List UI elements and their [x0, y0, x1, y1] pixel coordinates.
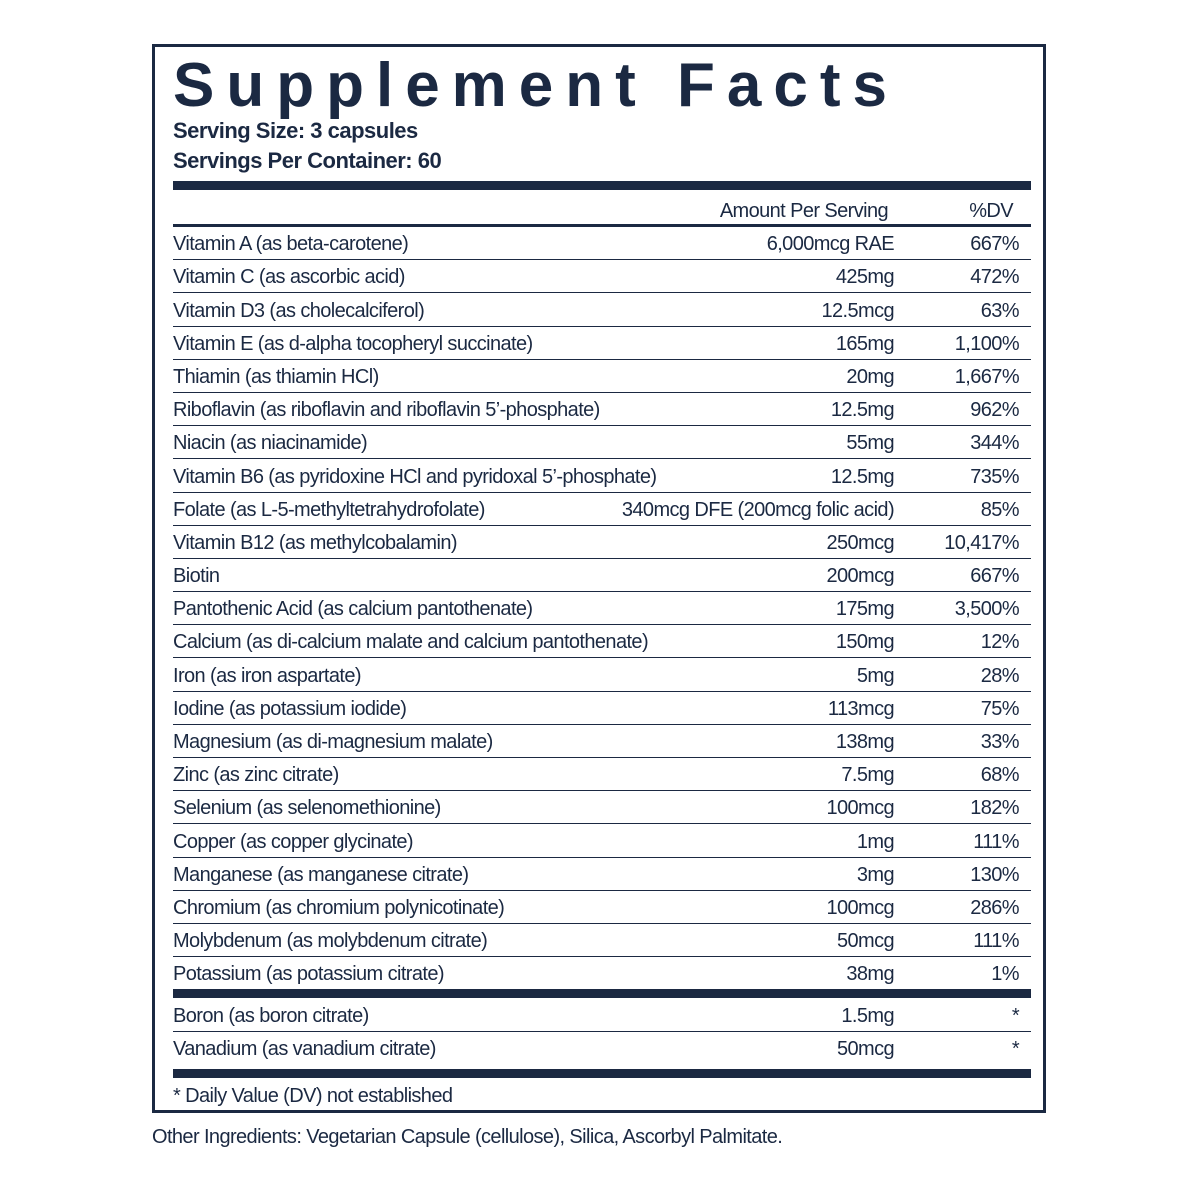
nutrient-amount: 165mg [835, 332, 894, 355]
column-header-dv: %DV [969, 200, 1013, 222]
nutrient-dv: 3,500% [954, 598, 1019, 621]
nutrient-row [173, 791, 1031, 824]
nutrient-name: Iodine (as potassium iodide) [173, 697, 407, 720]
nutrient-row [173, 924, 1031, 957]
column-header-amount: Amount Per Serving [719, 200, 888, 222]
nutrient-amount: 12.5mg [830, 399, 894, 422]
nutrient-dv: 962% [970, 399, 1019, 422]
nutrient-name: Selenium (as selenomethionine) [173, 797, 441, 820]
nutrient-row [173, 758, 1031, 791]
nutrient-dv: 28% [980, 664, 1019, 687]
nutrient-dv: 344% [970, 432, 1019, 455]
nutrient-row [173, 493, 1031, 526]
nutrient-amount: 425mg [835, 266, 894, 289]
nutrient-dv: 667% [970, 565, 1019, 588]
supplement-facts-panel [152, 44, 1046, 1113]
dv-footnote: * Daily Value (DV) not established [173, 1085, 453, 1107]
nutrient-amount: 340mcg DFE (200mcg folic acid) [621, 498, 894, 521]
nutrient-amount: 20mg [846, 365, 894, 388]
panel-title: Supplement Facts [173, 51, 899, 120]
nutrient-row [173, 1032, 1031, 1064]
nutrient-dv: 130% [970, 863, 1019, 886]
nutrient-row [173, 293, 1031, 326]
nutrient-row [173, 327, 1031, 360]
nutrient-name: Magnesium (as di-magnesium malate) [173, 731, 493, 753]
nutrient-name: Vitamin B12 (as methylcobalamin) [173, 531, 457, 554]
nutrient-name: Niacin (as niacinamide) [173, 432, 368, 455]
nutrient-name: Vitamin E (as d-alpha tocopheryl succinate) [173, 332, 533, 355]
nutrient-dv: 667% [970, 233, 1019, 256]
nutrient-amount: 138mg [835, 731, 894, 753]
nutrient-name: Riboflavin (as riboflavin and riboflavin 5’-phosphate) [173, 399, 600, 422]
nutrient-dv: 1,667% [954, 365, 1019, 388]
nutrient-dv: 1,100% [954, 332, 1019, 355]
nutrient-row [173, 824, 1031, 857]
nutrient-name: Vanadium (as vanadium citrate) [173, 1038, 436, 1061]
nutrient-row [173, 625, 1031, 658]
nutrient-amount: 5mg [856, 664, 894, 687]
nutrient-dv: 10,417% [944, 531, 1019, 554]
nutrient-row [173, 227, 1031, 260]
serving-size: Serving Size: 3 capsules [173, 118, 418, 143]
nutrient-dv: 1% [991, 963, 1019, 986]
nutrient-dv: 85% [980, 498, 1019, 521]
nutrient-name: Calcium (as di-calcium malate and calcium pantothenate) [173, 631, 649, 654]
nutrient-amount: 113mcg [827, 697, 894, 720]
nutrient-amount: 6,000mcg RAE [766, 233, 894, 256]
nutrient-dv: * [1011, 1038, 1019, 1061]
nutrient-name: Iron (as iron aspartate) [173, 664, 361, 687]
nutrient-dv: 111% [973, 930, 1019, 953]
nutrient-amount: 55mg [846, 432, 894, 455]
servings-per-container: Servings Per Container: 60 [173, 148, 442, 173]
nutrient-row [173, 592, 1031, 625]
nutrient-row [173, 725, 1031, 758]
nutrient-name: Biotin [173, 565, 220, 588]
nutrient-row [173, 459, 1031, 492]
nutrient-row [173, 891, 1031, 924]
nutrient-name: Pantothenic Acid (as calcium pantothenate) [173, 598, 533, 621]
nutrient-amount: 1mg [856, 830, 894, 853]
nutrient-amount: 250mcg [826, 531, 894, 554]
nutrient-row [173, 559, 1031, 592]
nutrient-name: Vitamin C (as ascorbic acid) [173, 266, 405, 289]
nutrient-dv: 111% [973, 830, 1019, 853]
nutrient-dv: 12% [980, 631, 1019, 654]
nutrient-row [173, 858, 1031, 891]
other-nutrient-table [173, 999, 1031, 1064]
nutrient-amount: 50mcg [836, 930, 894, 953]
nutrient-amount: 150mg [835, 631, 894, 654]
other-ingredients: Other Ingredients: Vegetarian Capsule (cellulose), Silica, Ascorbyl Palmitate. [152, 1126, 783, 1148]
nutrient-name: Thiamin (as thiamin HCl) [173, 365, 379, 388]
nutrient-row [173, 526, 1031, 559]
nutrient-amount: 7.5mg [841, 764, 894, 787]
nutrient-name: Zinc (as zinc citrate) [173, 764, 339, 787]
nutrient-name: Potassium (as potassium citrate) [173, 963, 444, 986]
nutrient-name: Chromium (as chromium polynicotinate) [173, 896, 505, 919]
nutrient-amount: 38mg [846, 963, 894, 986]
nutrient-dv: 286% [970, 896, 1019, 919]
thick-divider-middle [173, 989, 1031, 998]
nutrient-amount: 12.5mg [830, 465, 894, 488]
thick-divider-top [173, 181, 1031, 190]
thick-divider-bottom [173, 1069, 1031, 1078]
nutrient-name: Vitamin B6 (as pyridoxine HCl and pyridoxal 5’-phosphate) [173, 465, 657, 488]
nutrient-table [173, 227, 1031, 989]
nutrient-row [173, 360, 1031, 393]
nutrient-name: Manganese (as manganese citrate) [173, 863, 469, 886]
nutrient-dv: 472% [970, 266, 1019, 289]
nutrient-row [173, 426, 1031, 459]
nutrient-name: Folate (as L-5-methyltetrahydrofolate) [173, 498, 485, 521]
nutrient-amount: 100mcg [826, 896, 894, 919]
nutrient-row [173, 260, 1031, 293]
nutrient-row [173, 999, 1031, 1032]
nutrient-amount: 100mcg [826, 797, 894, 820]
nutrient-amount: 12.5mcg [821, 299, 894, 322]
nutrient-amount: 175mg [835, 598, 894, 621]
nutrient-dv: 63% [980, 299, 1019, 322]
nutrient-dv: * [1011, 1005, 1019, 1028]
nutrient-name: Vitamin D3 (as cholecalciferol) [173, 299, 425, 322]
nutrient-name: Copper (as copper glycinate) [173, 830, 413, 853]
nutrient-name: Vitamin A (as beta-carotene) [173, 233, 409, 256]
nutrient-amount: 3mg [856, 863, 894, 886]
nutrient-dv: 182% [970, 797, 1019, 820]
nutrient-row [173, 692, 1031, 725]
nutrient-name: Molybdenum (as molybdenum citrate) [173, 930, 488, 953]
nutrient-dv: 33% [980, 731, 1019, 753]
nutrient-row [173, 957, 1031, 989]
nutrient-amount: 50mcg [836, 1038, 894, 1061]
nutrient-dv: 735% [970, 465, 1019, 488]
nutrient-amount: 1.5mg [841, 1005, 894, 1028]
nutrient-dv: 68% [980, 764, 1019, 787]
nutrient-amount: 200mcg [826, 565, 894, 588]
nutrient-name: Boron (as boron citrate) [173, 1005, 369, 1028]
nutrient-dv: 75% [980, 697, 1019, 720]
nutrient-row [173, 658, 1031, 691]
nutrient-row [173, 393, 1031, 426]
